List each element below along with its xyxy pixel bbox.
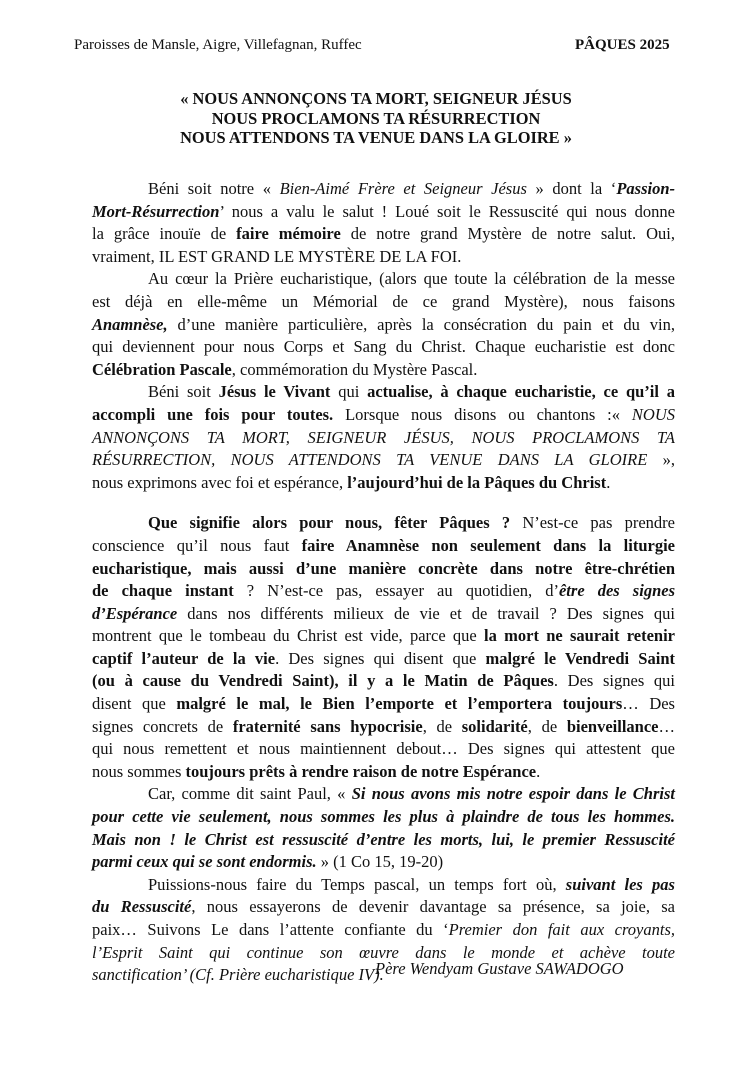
text-line: qui deviennent pour nous Corps et Sang du Christ. Chaque eucharistie est donc	[92, 337, 675, 357]
text-line: pour cette vie seulement, nous sommes les plus à plaindre de tous les hommes.	[92, 807, 675, 827]
text-line: ANNONÇONS TA MORT, SEIGNEUR JÉSUS, NOUS PROCLAMONS TA	[92, 427, 675, 447]
paragraph-gap	[92, 494, 675, 512]
text-line: eucharistique, mais aussi d’une manière concrète dans notre être-chrétien	[92, 558, 675, 578]
title-line: NOUS PROCLAMONS TA RÉSURRECTION	[211, 108, 541, 128]
occasion-header: PÂQUES 2025	[575, 37, 670, 53]
text-line: du Ressuscité, nous essayerons de devenir davantage sa présence, sa joie, sa	[92, 897, 676, 917]
text-line: de chaque instant ? N’est-ce pas, essayer au quotidien, d’être des signes	[92, 581, 675, 601]
text-line: signes concrets de fraternité sans hypocrisie, de solidarité, de bienveillance…	[92, 716, 676, 736]
text-line: vraiment, IL EST GRAND LE MYSTÈRE DE LA FOI.	[92, 246, 462, 266]
text-line: accompli une fois pour toutes. Lorsque nous disons ou chantons :« NOUS	[92, 404, 675, 424]
text-line: Que signifie alors pour nous, fêter Pâques ? N’est-ce pas prendre	[148, 513, 675, 533]
text-line: parmi ceux qui se sont endormis. » (1 Co 15, 19-20)	[92, 852, 444, 872]
text-line: disent que malgré le mal, le Bien l’emporte et l’emportera toujours… Des	[92, 694, 675, 714]
text-line: Car, comme dit saint Paul, « Si nous avons mis notre espoir dans le Christ	[148, 784, 675, 804]
text-line: Béni soit notre « Bien-Aimé Frère et Seigneur Jésus » dont la ‘Passion-	[148, 179, 675, 198]
text-line: RÉSURRECTION, NOUS ATTENDONS TA VENUE DANS LA GLOIRE »,	[92, 450, 676, 470]
parishes-header: Paroisses de Mansle, Aigre, Villefagnan, Ruffec	[74, 37, 362, 53]
text-line: Mort-Résurrection’ nous a valu le salut ! Loué soit le Ressuscité qui nous donne	[92, 201, 675, 221]
text-line: l’Esprit Saint qui continue son œuvre dans le monde et achève toute	[92, 942, 675, 962]
text-line: d’Espérance dans nos différents milieux de vie et de travail ? Des signes qui	[92, 603, 675, 623]
title-line: NOUS ATTENDONS TA VENUE DANS LA GLOIRE »	[180, 128, 572, 147]
text-line: qui nous remettent et nous maintiennent debout… Des signes qui attestent que	[92, 739, 675, 759]
page-title	[76, 89, 676, 148]
text-line: nous exprimons avec foi et espérance, l’aujourd’hui de la Pâques du Christ.	[92, 472, 611, 492]
text-line: Mais non ! le Christ est ressuscité d’entre les morts, lui, le premier Ressuscité	[92, 829, 675, 849]
body-text	[92, 178, 675, 987]
title-line: « NOUS ANNONÇONS TA MORT, SEIGNEUR JÉSUS	[180, 89, 572, 108]
text-line: Puissions-nous faire du Temps pascal, un temps fort où, suivant les pas	[148, 874, 675, 894]
text-line: sanctification’ (Cf. Prière eucharistique IV).	[92, 965, 384, 985]
text-line: montrent que le tombeau du Christ est vide, parce que la mort ne saurait retenir	[92, 626, 675, 646]
text-line: la grâce inouïe de faire mémoire de notre grand Mystère de notre salut. Oui,	[92, 224, 675, 244]
author-signature: Père Wendyam Gustave SAWADOGO	[375, 959, 624, 978]
text-line: conscience qu’il nous faut faire Anamnèse non seulement dans la liturgie	[92, 535, 676, 555]
text-line: Anamnèse, d’une manière particulière, après la consécration du pain et du vin,	[92, 314, 675, 334]
text-line: paix… Suivons Le dans l’attente confiante du ‘Premier don fait aux croyants,	[92, 920, 675, 939]
text-line: captif l’auteur de la vie. Des signes qui disent que malgré le Vendredi Saint	[92, 648, 675, 668]
text-line: Au cœur la Prière eucharistique, (alors que toute la célébration de la messe	[148, 269, 675, 289]
text-line: (ou à cause du Vendredi Saint), il y a le Matin de Pâques. Des signes qui	[92, 671, 675, 691]
text-line: Béni soit Jésus le Vivant qui actualise, à chaque eucharistie, ce qu’il a	[148, 382, 675, 402]
text-line: est déjà en elle-même un Mémorial de ce grand Mystère), nous faisons	[92, 291, 675, 311]
text-line: nous sommes toujours prêts à rendre raison de notre Espérance.	[92, 761, 541, 781]
text-line: Célébration Pascale, commémoration du Mystère Pascal.	[92, 359, 478, 379]
